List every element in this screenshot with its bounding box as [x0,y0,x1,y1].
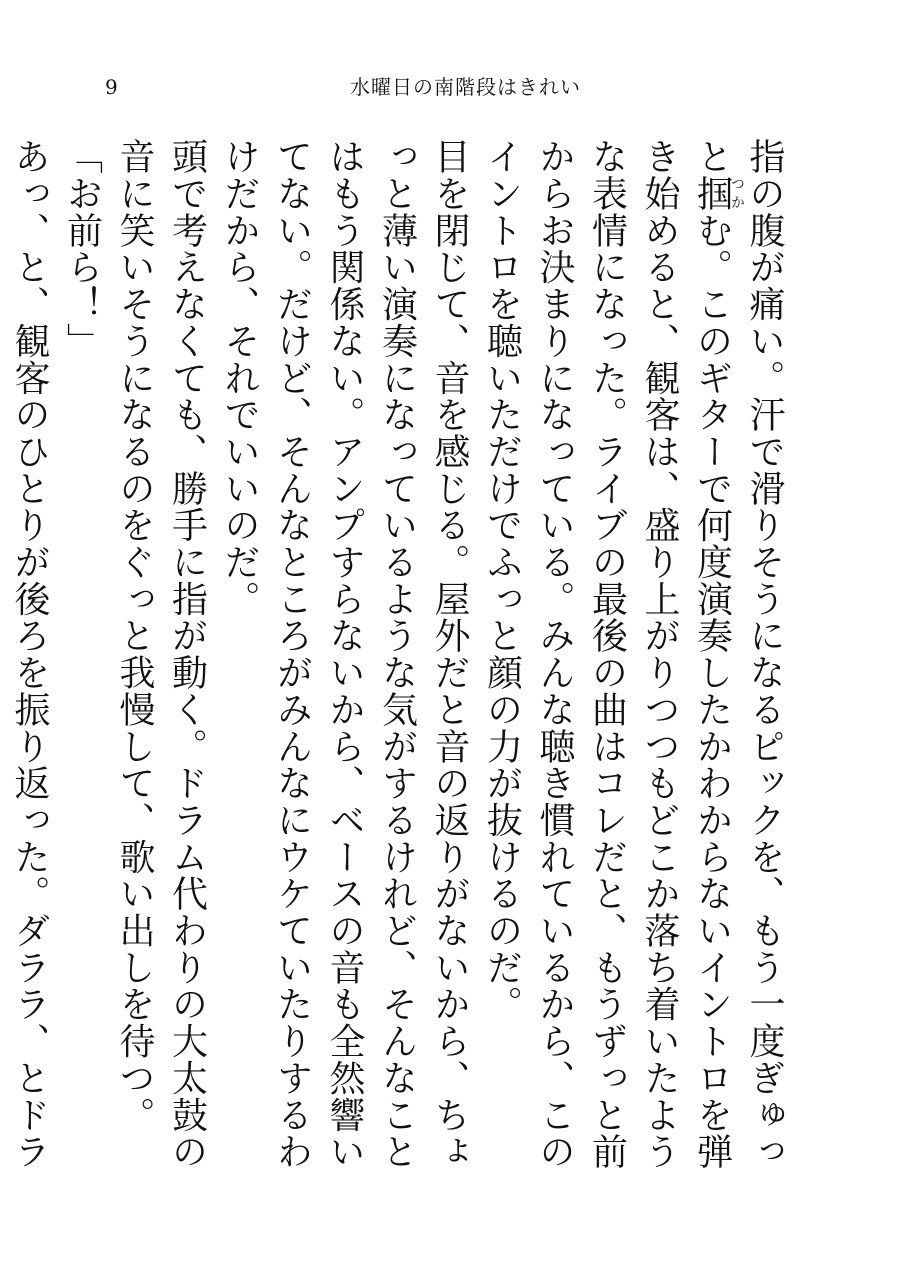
page-header [0,72,900,102]
paragraph: 指の腹が痛い。汗で滑りそうになるピックを、もう一度ぎゅっと掴つかむ。このギターで何度演奏したかわからないイントロを弾き始めると、観客は、盛り上がりつつもどこか落ち着いたような表情になった。ライブの最後の曲はコレだと、もうずっと前からお決まりになっている。みんな聴き慣れているから、このイントロを聴いただけでふっと顔の力が抜けるのだ。 [481,138,785,1170]
page-number: 9 [105,75,118,99]
dialogue-line: 「お前ら！」 [61,138,103,360]
ruby-annotation: 掴つか [691,174,745,212]
paragraph: 目を閉じて、音を感じる。屋外だと音の返りがないから、ちょっと薄い演奏になっているような気がするけれど、そんなことはもう関係ない。アンプすらないから、ベースの音も全然響いてない。だけど、そんなところがみんなにウケていたりするわけだから、それでいいのだ。 [219,138,470,1170]
ruby-reading: つか [729,174,745,212]
paragraph: 頭で考えなくても、勝手に指が動く。ドラム代わりの大太鼓の音に笑いそうになるのをぐっと我慢して、歌い出しを待つ。 [114,138,208,1170]
body-text [0,138,790,1188]
paragraph: あっ、と、観客のひとりが後ろを振り返った。ダララ、とドラ [9,138,50,1170]
running-title: 水曜日の南階段はきれい [350,75,581,99]
